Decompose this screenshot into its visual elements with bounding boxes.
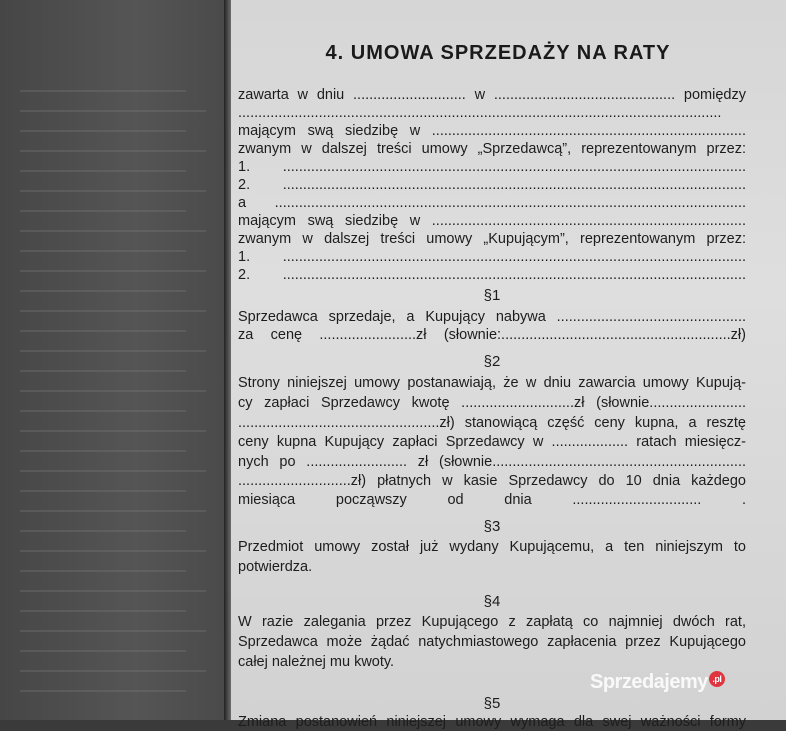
facing-page-text [20, 510, 206, 512]
facing-page-text [20, 230, 206, 232]
intro-line: ........................................................................................................................ [238, 105, 722, 121]
intro-line: a ..................................................................................................................... [238, 195, 746, 211]
section-line: Przedmiot umowy został już wydany Kupującemu, a ten niniejszym to [238, 539, 746, 555]
facing-page-text [20, 190, 206, 192]
intro-line: zwanym w dalszej treści umowy „Sprzedawcą”, reprezentowanym przez: [238, 141, 746, 157]
facing-page-text [20, 90, 186, 92]
section-line: ............................zł) płatnych w kasie Sprzedawcy do 10 dnia każdego [238, 473, 746, 489]
facing-page-text [20, 410, 186, 412]
facing-page-text [20, 250, 186, 252]
facing-page-text [20, 490, 186, 492]
section-line: Strony niniejszej umowy postanawiają, że w dniu zawarcia umowy Kupują- [238, 375, 746, 391]
watermark-text: Sprzedajemy [590, 671, 708, 693]
facing-page-text [20, 110, 206, 112]
intro-line: 1. ................................................................................................................... [238, 159, 746, 175]
intro-line: 2. ................................................................................................................... [238, 177, 746, 193]
intro-line: 1. ................................................................................................................... [238, 249, 746, 265]
facing-page-text [20, 290, 186, 292]
facing-page [0, 0, 226, 720]
section-line: potwierdza. [238, 559, 313, 575]
section-heading: §2 [483, 353, 501, 370]
facing-page-text [20, 570, 186, 572]
intro-line: zwanym w dalszej treści umowy „Kupującym”, reprezentowanym przez: [238, 231, 746, 247]
facing-page-text [20, 370, 186, 372]
section-line: ceny kupna Kupujący zapłaci Sprzedawcy w ................... ratach miesięcz- [238, 434, 746, 450]
facing-page-text [20, 650, 186, 652]
facing-page-text [20, 450, 186, 452]
section-line: Sprzedawca sprzedaje, a Kupujący nabywa ............................................... [238, 309, 746, 325]
section-line: cy zapłaci Sprzedawcy kwotę ............................zł (słownie........................ [238, 395, 746, 411]
facing-page-text [20, 690, 186, 692]
facing-page-text [20, 270, 206, 272]
section-line: Zmiana postanowień niniejszej umowy wymaga dla swej ważności formy [238, 714, 746, 730]
facing-page-text [20, 630, 206, 632]
intro-line: mającym swą siedzibę w .............................................................................. [238, 213, 746, 229]
intro-line: mającym swą siedzibę w .............................................................................. [238, 123, 746, 139]
section-line: miesiąca począwszy od dnia ................................ . [238, 492, 746, 508]
section-line: W razie zalegania przez Kupującego z zapłatą co najmniej dwóch rat, [238, 614, 746, 630]
facing-page-text [20, 170, 186, 172]
intro-line: zawarta w dniu ............................ w ............................................. pomiędzy [238, 87, 746, 103]
facing-page-text [20, 130, 186, 132]
section-line: Sprzedawca może żądać natychmiastowego zapłacenia przez Kupującego [238, 634, 746, 650]
facing-page-text [20, 430, 206, 432]
facing-page-text [20, 670, 206, 672]
section-heading: §4 [483, 593, 501, 610]
facing-page-text [20, 550, 206, 552]
section-line: nych po ......................... zł (słownie............................................................... [238, 454, 746, 470]
facing-page-text [20, 310, 206, 312]
facing-page-text [20, 150, 206, 152]
facing-page-text [20, 330, 186, 332]
intro-line: 2. ................................................................................................................... [238, 267, 746, 283]
facing-page-text [20, 210, 186, 212]
facing-page-text [20, 350, 206, 352]
section-line: za cenę ........................zł (słownie:.........................................................zł) [238, 327, 746, 343]
document-title: 4. UMOWA SPRZEDAŻY NA RATY [325, 42, 671, 64]
section-heading: §5 [483, 695, 501, 712]
watermark-suffix: .pl [709, 671, 725, 687]
section-line: ..................................................zł) stanowiącą część ceny kupna, a resztę [238, 415, 746, 431]
facing-page-text [20, 470, 206, 472]
facing-page-text [20, 590, 206, 592]
section-line: całej należnej mu kwoty. [238, 654, 395, 670]
section-heading: §3 [483, 518, 501, 535]
facing-page-text [20, 610, 186, 612]
watermark-logo [590, 671, 725, 693]
facing-page-text [20, 390, 206, 392]
facing-page-text [20, 530, 186, 532]
section-heading: §1 [483, 287, 501, 304]
